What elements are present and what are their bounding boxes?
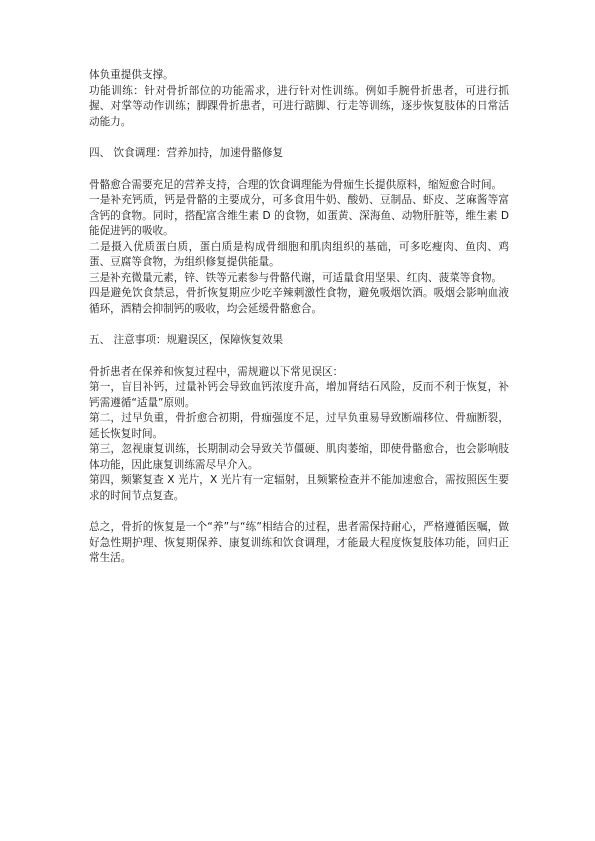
- trace-elements-paragraph: 三是补充微量元素，锌、铁等元素参与骨骼代谢，可适量食用坚果、红肉、菠菜等食物。: [89, 271, 503, 284]
- misconception-1-paragraph: 第一，盲目补钙，过量补钙会导致血钙浓度升高，增加肾结石风险，反而不利于恢复，补钙需遵循“适量”原则。: [89, 381, 509, 409]
- summary-paragraph: 总之，骨折的恢复是一个“养”与“练”相结合的过程，患者需保持耐心，严格遵循医嘱，做好急性期护理、恢复期保养、康复训练和饮食调理，才能最大程度恢复肢体功能，回归正常生活。: [89, 521, 509, 564]
- protein-paragraph: 二是摄入优质蛋白质，蛋白质是构成骨细胞和肌肉组织的基础，可多吃瘦肉、鱼肉、鸡蛋、豆腐等食物，为组织修复提供能量。: [89, 240, 509, 268]
- misconception-3-paragraph: 第三，忽视康复训练，长期制动会导致关节僵硬、肌肉萎缩，即使骨骼愈合，也会影响肢体功能，因此康复训练需尽早介入。: [89, 443, 509, 471]
- section-5-heading: 五、 注意事项：规避误区，保障恢复效果: [89, 334, 284, 346]
- section-4-heading: 四、 饮食调理：营养加持，加速骨骼修复: [89, 147, 284, 159]
- document-page: [89, 68, 509, 567]
- misconception-2-paragraph: 第二，过早负重，骨折愈合初期，骨痂强度不足，过早负重易导致断端移位、骨痂断裂，延长恢复时间。: [89, 412, 509, 440]
- precautions-intro-paragraph: 骨折患者在保养和恢复过程中，需规避以下常见误区：: [89, 365, 344, 378]
- diet-intro-paragraph: 骨骼愈合需要充足的营养支持，合理的饮食调理能为骨痂生长提供原料，缩短愈合时间。: [89, 178, 503, 191]
- misconception-4-paragraph: 第四，频繁复查 X 光片，X 光片有一定辐射，且频繁检查并不能加速愈合，需按照医生要求的时间节点复查。: [89, 474, 509, 502]
- diet-taboo-paragraph: 四是避免饮食禁忌，骨折恢复期应少吃辛辣刺激性食物，避免吸烟饮酒。吸烟会影响血液循环，酒精会抑制钙的吸收，均会延缓骨骼愈合。: [89, 287, 509, 315]
- calcium-paragraph: 一是补充钙质，钙是骨骼的主要成分，可多食用牛奶、酸奶、豆制品、虾皮、芝麻酱等富含钙的食物。同时，搭配富含维生素 D 的食物，如蛋黄、深海鱼、动物肝脏等，维生素 D 能促进钙的吸收。: [89, 194, 509, 237]
- function-training-paragraph: 功能训练：针对骨折部位的功能需求，进行针对性训练。例如手腕骨折患者，可进行抓握、对掌等动作训练；脚踝骨折患者，可进行踮脚、行走等训练，逐步恢复肢体的日常活动能力。: [89, 84, 509, 128]
- continued-text-line: 体负重提供支撑。: [89, 69, 174, 81]
